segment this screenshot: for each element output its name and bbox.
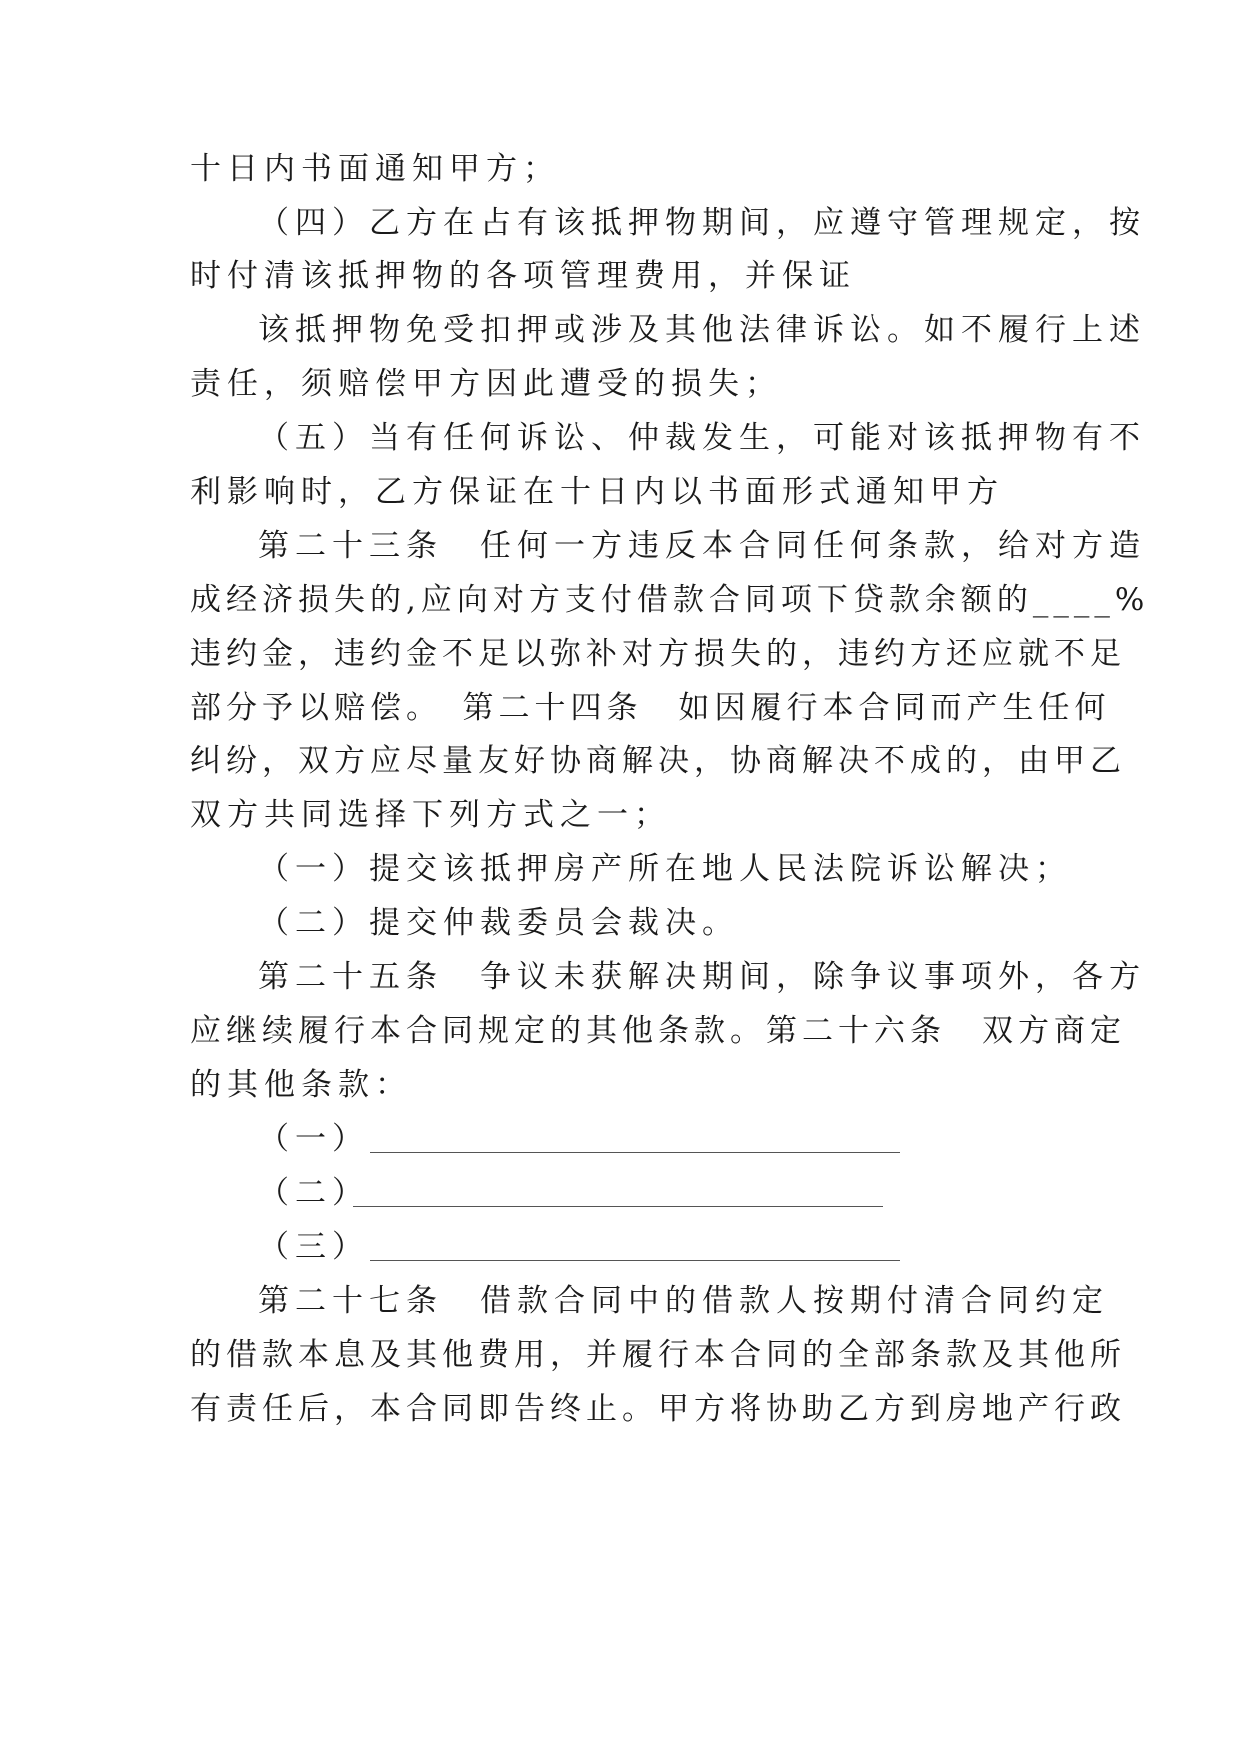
text-line: 该抵押物免受扣押或涉及其他法律诉讼。如不履行上述: [258, 312, 1146, 348]
text-line: 十日内书面通知甲方；: [190, 151, 560, 187]
clause-four-line: （四）乙方在占有该抵押物期间，应遵守管理规定，按: [258, 205, 1146, 241]
clause-five-line: （五）当有任何诉讼、仲裁发生，可能对该抵押物有不: [258, 420, 1146, 456]
text-line: 时付清该抵押物的各项管理费用，并保证: [190, 258, 856, 294]
option-two-line: （二）提交仲裁委员会裁决。: [258, 905, 739, 941]
text-line: 责任，须赔偿甲方因此遭受的损失；: [190, 366, 782, 402]
blank-underline: [353, 1206, 883, 1207]
article-25-line: 第二十五条 争议未获解决期间，除争议事项外，各方: [258, 959, 1146, 995]
text-line: 纠纷，双方应尽量友好协商解决，协商解决不成的，由甲乙: [190, 743, 1126, 779]
article-26-line: 应继续履行本合同规定的其他条款。第二十六条 双方商定: [190, 1013, 1126, 1049]
blank-item-label: （一）: [258, 1121, 369, 1157]
blank-item-one: [258, 1119, 898, 1159]
text-line: 的其他条款：: [190, 1067, 412, 1103]
blank-underline: [370, 1260, 900, 1261]
blank-item-two: [258, 1173, 898, 1213]
text-line: 双方共同选择下列方式之一；: [190, 797, 671, 833]
option-one-line: （一）提交该抵押房产所在地人民法院诉讼解决；: [258, 851, 1072, 887]
blank-item-label: （三）: [258, 1229, 369, 1265]
text-line: 的借款本息及其他费用，并履行本合同的全部条款及其他所: [190, 1337, 1126, 1373]
text-line: 有责任后，本合同即告终止。甲方将协助乙方到房地产行政: [190, 1391, 1126, 1427]
article-23-line: 第二十三条 任何一方违反本合同任何条款，给对方造: [258, 528, 1146, 564]
article-27-line: 第二十七条 借款合同中的借款人按期付清合同约定: [258, 1283, 1109, 1319]
blank-item-label: （二）: [258, 1175, 369, 1211]
blank-item-three: [258, 1227, 898, 1267]
blank-underline: [370, 1152, 900, 1153]
text-line: 违约金，违约金不足以弥补对方损失的，违约方还应就不足: [190, 636, 1126, 672]
text-line: 利影响时，乙方保证在十日内以书面形式通知甲方: [190, 474, 1004, 510]
text-line: 成经济损失的,应向对方支付借款合同项下贷款余额的____%: [190, 582, 1150, 618]
article-24-line: 部分予以赔偿。 第二十四条 如因履行本合同而产生任何: [190, 690, 1111, 726]
